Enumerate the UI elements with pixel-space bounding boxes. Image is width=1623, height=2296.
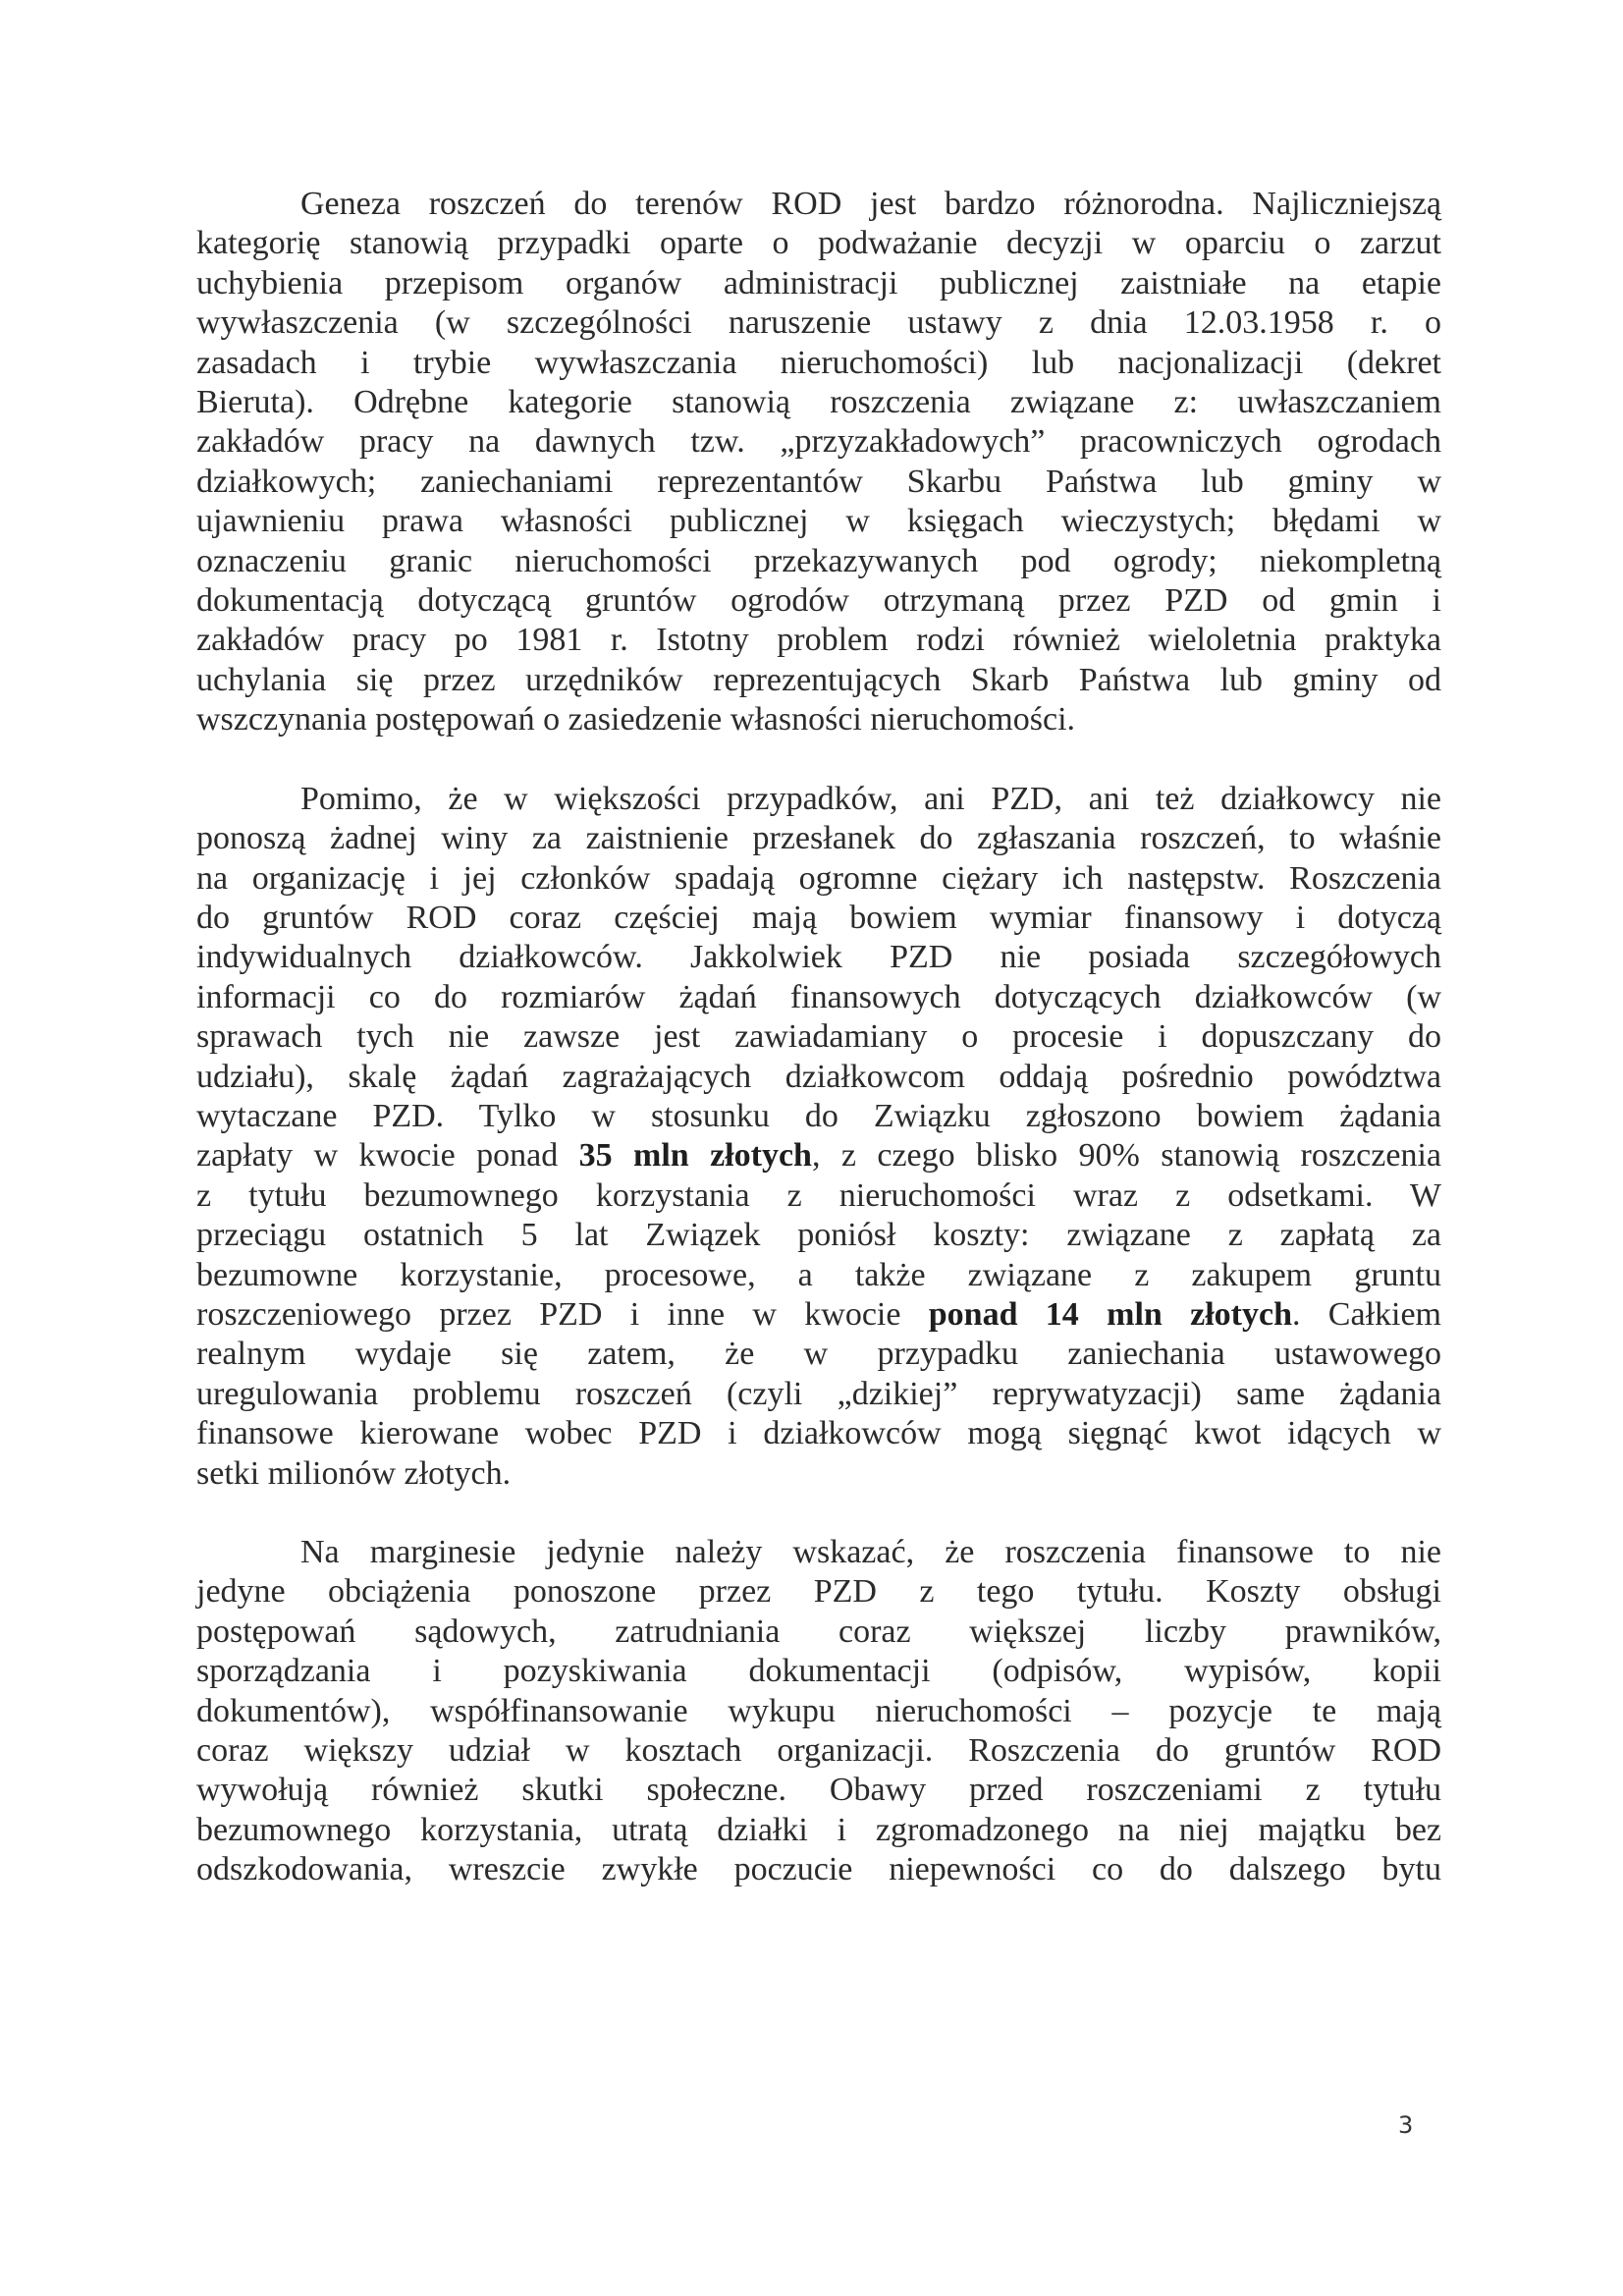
text-fragment: roszczeniowego przez PZD i inne w kwocie	[196, 1295, 929, 1333]
text-line: dokumentów), współfinansowanie wykupu nieruchomości – pozycje te mają	[196, 1692, 1441, 1729]
text-line: Geneza roszczeń do terenów ROD jest bardzo różnorodna. Najliczniejszą	[300, 186, 1441, 222]
text-line: bezumownego korzystania, utratą działki i zgromadzonego na niej majątku bez	[196, 1811, 1441, 1848]
text-line: jedyne obciążenia ponoszone przez PZD z tego tytułu. Koszty obsługi	[196, 1573, 1441, 1611]
text-line-with-bold	[196, 1295, 1441, 1335]
page-number: 3	[1398, 2111, 1414, 2139]
text-line: Pomimo, że w większości przypadków, ani PZD, ani też działkowcy nie	[300, 780, 1441, 817]
text-line: wywłaszczenia (w szczególności naruszenie ustawy z dnia 12.03.1958 r. o	[196, 304, 1441, 342]
text-line: oznaczeniu granic nieruchomości przekazywanych pod ogrody; niekompletną	[196, 542, 1441, 579]
text-line: uchybienia przepisom organów administracji publicznej zaistniałe na etapie	[196, 264, 1441, 301]
text-line: postępowań sądowych, zatrudniania coraz większej liczby prawników,	[196, 1613, 1441, 1650]
text-line: działkowych; zaniechaniami reprezentantów Skarbu Państwa lub gminy w	[196, 463, 1441, 500]
text-line: setki milionów złotych.	[196, 1454, 512, 1492]
text-line: Na marginesie jedynie należy wskazać, że roszczenia finansowe to nie	[300, 1534, 1441, 1570]
text-line: sprawach tych nie zawsze jest zawiadamiany o procesie i dopuszczany do	[196, 1018, 1441, 1056]
bold-amount: 35 mln złotych	[578, 1137, 812, 1175]
text-line: indywidualnych działkowców. Jakkolwiek PZD nie posiada szczegółowych	[196, 939, 1441, 976]
text-line: finansowe kierowane wobec PZD i działkowców mogą sięgnąć kwot idących w	[196, 1415, 1441, 1452]
text-line: zakładów pracy na dawnych tzw. „przyzakładowych” pracowniczych ogrodach	[196, 423, 1441, 461]
paragraph-1	[196, 185, 1441, 740]
text-line: zasadach i trybie wywłaszczania nieruchomości) lub nacjonalizacji (dekret	[196, 344, 1441, 381]
text-line: uregulowania problemu roszczeń (czyli „dzikiej” reprywatyzacji) same żądania	[196, 1375, 1441, 1412]
text-line: na organizację i jej członków spadają ogromne ciężary ich następstw. Roszczenia	[196, 859, 1441, 897]
text-line: wszczynania postępowań o zasiedzenie własności nieruchomości.	[196, 701, 1076, 738]
text-line: realnym wydaje się zatem, że w przypadku zaniechania ustawowego	[196, 1336, 1441, 1373]
text-line: wytaczane PZD. Tylko w stosunku do Związku zgłoszono bowiem żądania	[196, 1097, 1441, 1134]
text-line: odszkodowania, wreszcie zwykłe poczucie niepewności co do dalszego bytu	[196, 1851, 1441, 1888]
text-fragment: . Całkiem	[1291, 1295, 1441, 1333]
text-line: ujawnieniu prawa własności publicznej w księgach wieczystych; błędami w	[196, 503, 1441, 540]
text-line: do gruntów ROD coraz częściej mają bowiem wymiar finansowy i dotyczą	[196, 899, 1441, 936]
text-line-with-bold	[196, 1136, 1441, 1175]
text-line: kategorię stanowią przypadki oparte o podważanie decyzji w oparciu o zarzut	[196, 225, 1441, 262]
text-line: dokumentacją dotyczącą gruntów ogrodów otrzymaną przez PZD od gmin i	[196, 582, 1441, 620]
bold-amount: ponad 14 mln złotych	[928, 1295, 1292, 1333]
text-line: z tytułu bezumownego korzystania z nieruchomości wraz z odsetkami. W	[196, 1176, 1441, 1214]
text-line: uchylania się przez urzędników reprezentujących Skarb Państwa lub gminy od	[196, 661, 1441, 698]
text-line: udziału), skalę żądań zagrażających działkowcom oddają pośrednio powództwa	[196, 1058, 1441, 1095]
text-line: ponoszą żadnej winy za zaistnienie przesłanek do zgłaszania roszczeń, to właśnie	[196, 820, 1441, 857]
paragraph-3	[196, 1533, 1441, 1890]
text-line: zakładów pracy po 1981 r. Istotny problem rodzi również wieloletnia praktyka	[196, 622, 1441, 659]
text-line: sporządzania i pozyskiwania dokumentacji (odpisów, wypisów, kopii	[196, 1653, 1441, 1690]
text-line: informacji co do rozmiarów żądań finansowych dotyczących działkowców (w	[196, 978, 1441, 1015]
text-fragment: zapłaty w kwocie ponad	[196, 1137, 579, 1175]
text-line: bezumowne korzystanie, procesowe, a także związane z zakupem gruntu	[196, 1256, 1441, 1293]
text-line: coraz większy udział w kosztach organizacji. Roszczenia do gruntów ROD	[196, 1732, 1441, 1770]
text-line: Bieruta). Odrębne kategorie stanowią roszczenia związane z: uwłaszczaniem	[196, 384, 1441, 421]
text-fragment: , z czego blisko 90% stanowią roszczenia	[811, 1137, 1441, 1175]
paragraph-2	[196, 780, 1441, 1494]
text-line: przeciągu ostatnich 5 lat Związek poniósł koszty: związane z zapłatą za	[196, 1217, 1441, 1254]
text-line: wywołują również skutki społeczne. Obawy przed roszczeniami z tytułu	[196, 1772, 1441, 1809]
document-body	[196, 185, 1441, 1890]
